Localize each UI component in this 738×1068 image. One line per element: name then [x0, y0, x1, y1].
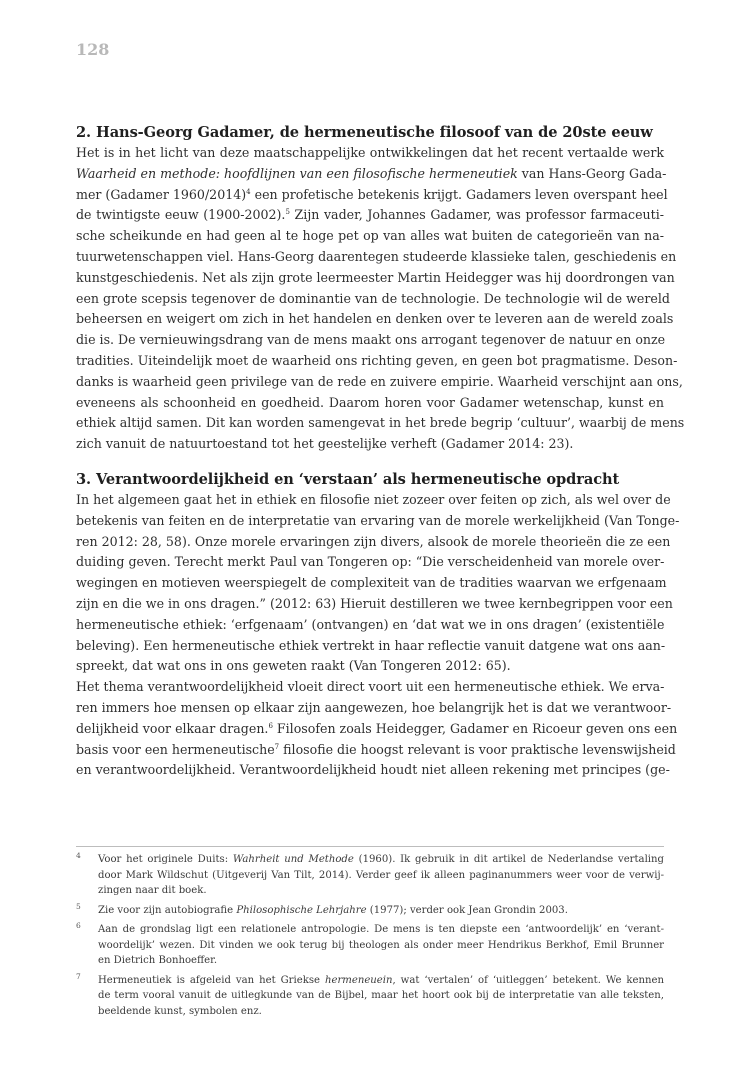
footnote-7: [76, 973, 664, 1020]
footnote-line: door Mark Wildschut (Uitgeverij Van Tilt, 2014). Verder geef ik alleen paginanummers weer voor de verwij-: [98, 869, 664, 881]
section-2-heading: 2. Hans-Georg Gadamer, de hermeneutische filosoof van de 20ste eeuw: [76, 124, 653, 141]
body-line: spreekt, dat wat ons in ons geweten raakt (Van Tongeren 2012: 65).: [76, 658, 511, 674]
page-number: 128: [76, 40, 110, 59]
body-line: Waarheid en methode: hoofdlijnen van een filosofische hermeneutiek van Hans-Georg Gada-: [76, 165, 667, 181]
footnote-line: en Dietrich Bonhoeffer.: [98, 955, 218, 966]
footnote-6: [76, 922, 664, 969]
footnote-line: woordelijk’ wezen. Dit vinden we ook terug bij theologen als onder meer Hendrikus Berkhof, Emil Brunner: [98, 939, 664, 951]
body-line: duiding geven. Terecht merkt Paul van Tongeren op: “Die verscheidenheid van morele over-: [76, 554, 665, 570]
footnote-line: Hermeneutiek is afgeleid van het Griekse hermeneuein, wat ‘vertalen’ of ‘uitleggen’ betekent. We kennen: [98, 974, 664, 986]
body-line: een grote scepsis tegenover de dominantie van de technologie. De technologie wil de wereld: [76, 290, 670, 306]
body-line: zijn en die we in ons dragen.” (2012: 63) Hieruit destilleren we twee kernbegrippen voor een: [76, 595, 673, 611]
footnote-line: Aan de grondslag ligt een relationele antropologie. De mens is ten diepste een ‘antwoordelijk’ en ‘verant-: [98, 924, 664, 935]
body-line: beleving). Een hermeneutische ethiek vertrekt in haar reflectie vanuit datgene wat ons aan-: [76, 637, 666, 653]
body-line: danks is waarheid geen privilege van de rede en zuivere empirie. Waarheid verschijnt aan ons,: [76, 373, 683, 389]
footnote-line: Zie voor zijn autobiografie Philosophische Lehrjahre (1977); verder ook Jean Grondin 2003.: [98, 904, 568, 916]
body-line: ethiek altijd samen. Dit kan worden samengevat in het brede begrip ‘cultuur’, waarbij de mens: [76, 415, 685, 431]
body-line: de twintigste eeuw (1900-2002).$^5$ Zijn vader, Johannes Gadamer, was professor farmaceuti-: [76, 207, 664, 223]
body-line: delijkheid voor elkaar dragen.$^6$ Filosofen zoals Heidegger, Gadamer en Ricoeur geven ons een: [76, 720, 678, 736]
body-line: en verantwoordelijkheid. Verantwoordelijkheid houdt niet alleen rekening met principes (ge-: [76, 762, 670, 778]
body-line: Het is in het licht van deze maatschappelijke ontwikkelingen dat het recent vertaalde werk: [76, 145, 664, 160]
body-line: eveneens als schoonheid en goedheid. Daarom horen voor Gadamer wetenschap, kunst en: [76, 394, 664, 410]
body-line: sche scheikunde en had geen al te hoge pet op van alles wat buiten de categorieën van na-: [76, 228, 664, 244]
body-line: beheersen en weigert om zich in het handelen en denken over te leveren aan de wereld zoals: [76, 311, 674, 327]
body-line: wegingen en motieven weerspiegelt de complexiteit van de tradities waarvan we erfgenaam: [76, 575, 667, 591]
footnote-line: beeldende kunst, symbolen enz.: [98, 1005, 262, 1017]
body-line: basis voor een hermeneutische$^7$ filosofie die hoogst relevant is voor praktische levenswijsheid: [76, 741, 676, 757]
section-3-heading: 3. Verantwoordelijkheid en ‘verstaan’ als hermeneutische opdracht: [76, 470, 620, 488]
footnote-line: zingen naar dit boek.: [98, 885, 207, 896]
section-3-body: [76, 490, 680, 781]
section-2-body: [76, 143, 685, 455]
footnote-number: 5: [76, 901, 81, 911]
body-line: mer (Gadamer 1960/2014)$^4$ een profetische betekenis krijgt. Gadamers leven overspant heel: [76, 186, 668, 202]
footnote-line: de term vooral vanuit de uitlegkunde van de Bijbel, maar het hoort ook bij de interpretatie van alle teksten,: [98, 990, 664, 1001]
footnote-number: 7: [76, 971, 81, 981]
body-line: Het thema verantwoordelijkheid vloeit direct voort uit een hermeneutische ethiek. We erva-: [76, 679, 665, 695]
body-line: die is. De vernieuwingsdrang van de mens maakt ons arrogant tegenover de natuur en onze: [76, 332, 666, 348]
footnote-number: 6: [76, 921, 81, 930]
body-line: ren immers hoe mensen op elkaar zijn aangewezen, hoe belangrijk het is dat we verantwoor-: [76, 699, 672, 715]
footnote-number: 4: [76, 851, 81, 860]
footnote-line: Voor het originele Duits: Wahrheit und Methode (1960). Ik gebruik in dit artikel de Nederlandse vertaling: [98, 854, 664, 865]
footnote-5: [76, 903, 664, 919]
body-line: In het algemeen gaat het in ethiek en filosofie niet zozeer over feiten op zich, als wel over de: [76, 491, 671, 507]
footnotes: [76, 846, 664, 1023]
body-line: ren 2012: 28, 58). Onze morele ervaringen zijn divers, alsook de morele theorieën die ze een: [76, 533, 671, 549]
footnote-4: [76, 852, 664, 899]
main-text: [76, 122, 685, 781]
body-line: betekenis van feiten en de interpretatie van ervaring van de morele werkelijkheid (Van Tonge-: [76, 512, 680, 528]
body-line: tradities. Uiteindelijk moet de waarheid ons richting geven, en geen bot pragmatisme. Deson-: [76, 352, 678, 368]
body-line: zich vanuit de natuurtoestand tot het geestelijke verheft (Gadamer 2014: 23).: [76, 436, 574, 452]
body-line: kunstgeschiedenis. Net als zijn grote leermeester Martin Heidegger was hij doordrongen van: [76, 269, 675, 285]
body-line: hermeneutische ethiek: ‘erfgenaam’ (ontvangen) en ‘dat wat we in ons dragen’ (existentiële: [76, 616, 665, 632]
body-line: tuurwetenschappen viel. Hans-Georg daarentegen studeerde klassieke talen, geschiedenis en: [76, 248, 677, 264]
